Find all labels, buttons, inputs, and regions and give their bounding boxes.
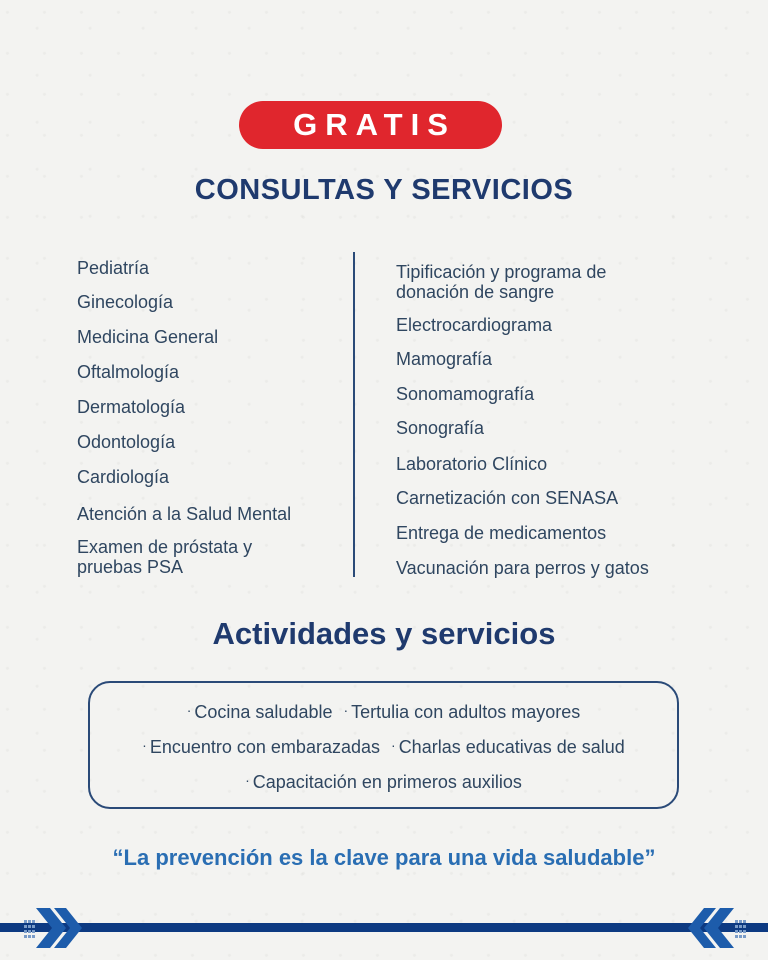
actividades-title: Actividades y servicios [212,616,556,651]
activity-item: · Encuentro con embarazadas [142,737,380,757]
list-item: Atención a la Salud Mental [77,504,292,524]
bullet-icon: · [142,737,147,753]
bullet-icon: · [391,737,396,753]
activities-row [90,772,677,793]
list-item: Cardiología [77,467,170,487]
list-item: Tipificación y programa de [396,262,607,282]
bullet-icon: · [245,772,250,788]
list-item: Pediatría [77,258,150,278]
list-item: Entrega de medicamentos [396,523,607,543]
list-item: Sonografía [396,418,485,438]
consultas-title: CONSULTAS Y SERVICIOS [194,174,574,206]
list-item: Oftalmología [77,362,180,382]
activity-item: · Tertulia con adultos mayores [343,702,581,722]
slogan-quote: “La prevención es la clave para una vida saludable” [112,845,656,870]
list-item: Laboratorio Clínico [396,454,548,474]
activities-row [90,737,677,758]
footer-bar [0,923,768,932]
bullet-icon: · [343,702,349,718]
list-item: donación de sangre [396,282,555,302]
list-item: Carnetización con SENASA [396,488,619,508]
list-item: Ginecología [77,292,174,312]
activity-item: · Cocina saludable [186,702,333,722]
activity-item: · Capacitación en primeros auxilios [245,772,522,792]
list-item: Odontología [77,432,176,452]
list-item: Examen de próstata y [77,537,253,557]
activities-row [90,702,677,723]
list-item: Mamografía [396,349,493,369]
list-item: Sonomamografía [396,384,535,404]
activities-box [88,681,679,809]
column-divider [353,252,355,577]
list-item: Dermatología [77,397,186,417]
list-item: pruebas PSA [77,557,184,577]
list-item: Electrocardiograma [396,315,553,335]
free-badge-label: GRATIS [293,107,456,142]
activity-item: · Charlas educativas de salud [391,737,625,757]
double-chevron-right-icon [22,906,86,950]
double-chevron-left-icon [684,906,748,950]
list-item: Vacunación para perros y gatos [396,558,649,578]
free-badge [239,101,502,149]
list-item: Medicina General [77,327,219,347]
bullet-icon: · [186,702,192,718]
